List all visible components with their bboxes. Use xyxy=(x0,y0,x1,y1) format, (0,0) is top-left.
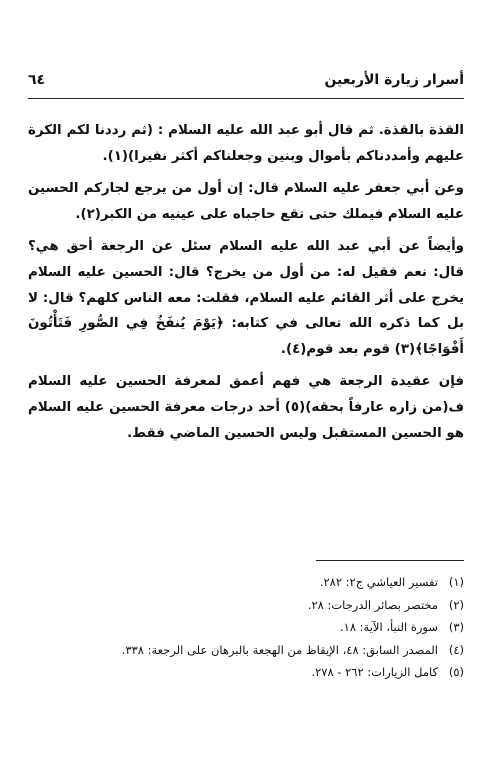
footnote-number: (٢) xyxy=(448,597,464,612)
main-text xyxy=(28,118,464,453)
footnote-number: (٤) xyxy=(448,642,464,657)
page-number: ٦٤ xyxy=(28,72,46,88)
footnote-text: تفسير العياشي ج٢: ٢٨٢. xyxy=(319,575,438,589)
footnote-text: مختصر بصائر الدرجات: ٢٨. xyxy=(307,597,438,612)
running-header xyxy=(28,72,464,96)
footnote-separator xyxy=(316,560,464,561)
paragraph: وأيضاً عن أبي عبد الله عليه السلام سئل عن الرجعة أحق هي؟ قال: نعم فقيل له: من أول من يخرج؟ قال: الحسين عليه السلام يخرج على أثر القائم عليه السلام، فقلت: معه الناس كلهم؟ قال: لا بل كما ذكره الله تعالى في كتابه: ﴿يَوْمَ يُنفَخُ فِي الصُّورِ فَتَأْتُونَ أَفْوَاجًا﴾(٣) قوم بعد قوم(٤). xyxy=(28,239,464,357)
header-rule xyxy=(28,98,464,99)
footnote-text: سورة النبأ، الآية: ١٨. xyxy=(340,620,438,634)
footnote-number: (١) xyxy=(448,575,464,589)
footnote-number: (٣) xyxy=(448,620,464,634)
footnote-text: المصدر السابق: ٤٨، الإيقاظ من الهجعة بالبرهان على الرجعة: ٣٣٨. xyxy=(121,642,438,657)
footnote xyxy=(28,661,464,684)
footnote-text: كامل الزيارات: ٢٦٢ - ٢٧٨. xyxy=(311,665,438,679)
footnote xyxy=(28,616,464,639)
footnote xyxy=(28,639,464,662)
footnote-number: (٥) xyxy=(448,665,464,679)
footnotes xyxy=(28,571,464,684)
paragraph: فإن عقيدة الرجعة هي فهم أعمق لمعرفة الحسين عليه السلام ف(من زاره عارفاً بحقه)(٥) أحد درجات معرفة الحسين عليه السلام هو الحسين المستقبل وليس الحسين الماضي فقط. xyxy=(28,374,464,441)
running-title: أسرار زيارة الأربعين xyxy=(324,72,464,88)
paragraph: وعن أبي جعفر عليه السلام قال: إن أول من يرجع لجاركم الحسين عليه السلام فيملك حتى تقع حاجباه على عينيه من الكبر(٢). xyxy=(28,181,464,222)
footnote xyxy=(28,571,464,594)
paragraph: القذة بالقذة. ثم قال أبو عبد الله عليه السلام : (ثم رددنا لكم الكرة عليهم وأمددناكم بأموال وبنين وجعلناكم أكثر نفيرا)(١). xyxy=(28,123,464,164)
footnote xyxy=(28,594,464,617)
